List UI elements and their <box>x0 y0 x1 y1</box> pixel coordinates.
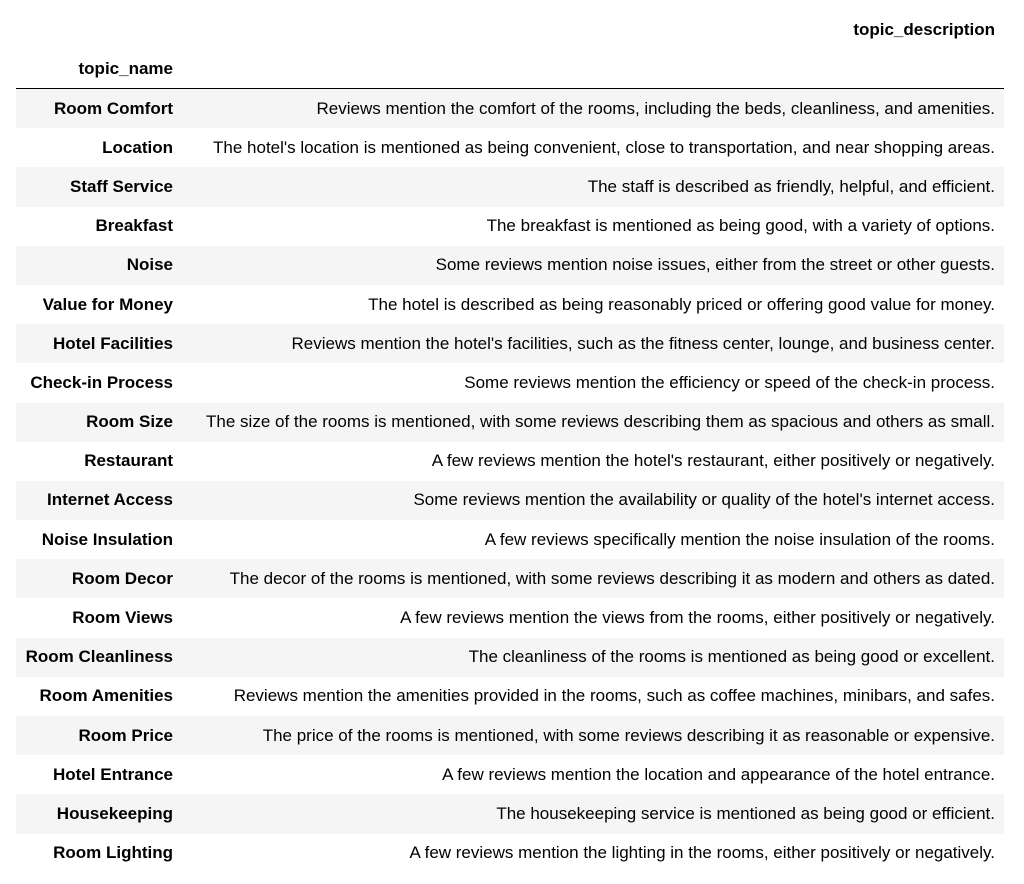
topic-description-cell: The price of the rooms is mentioned, with some reviews describing it as reasonable or expensive. <box>262 725 995 745</box>
table-row <box>16 520 1004 559</box>
topic-name-cell: Hotel Entrance <box>53 764 173 784</box>
topic-description-cell: A few reviews mention the hotel's restaurant, either positively or negatively. <box>431 451 995 471</box>
topic-description-cell: Reviews mention the amenities provided in the rooms, such as coffee machines, minibars, and safes. <box>233 686 995 706</box>
table-row <box>16 559 1004 598</box>
table-row <box>16 677 1004 716</box>
topic-description-cell: The cleanliness of the rooms is mentioned as being good or excellent. <box>468 647 995 667</box>
table-body <box>16 89 1004 873</box>
topic-name-cell: Housekeeping <box>56 803 173 823</box>
table-row <box>16 834 1004 873</box>
table-row <box>16 598 1004 637</box>
topic-name-cell: Room Size <box>86 412 173 432</box>
topic-description-cell: A few reviews mention the location and appearance of the hotel entrance. <box>442 764 995 784</box>
topic-description-cell: Reviews mention the comfort of the rooms, including the beds, cleanliness, and amenities. <box>316 98 995 118</box>
topic-description-cell: Reviews mention the hotel's facilities, such as the fitness center, lounge, and business center. <box>291 333 995 353</box>
table-row <box>16 285 1004 324</box>
topic-name-cell: Location <box>102 137 173 157</box>
dataframe-table <box>16 12 1004 873</box>
table-row <box>16 207 1004 246</box>
table-row <box>16 755 1004 794</box>
index-header-row <box>16 50 1004 89</box>
column-header-topic-description: topic_description <box>853 20 995 39</box>
table-row <box>16 481 1004 520</box>
topic-description-cell: A few reviews mention the views from the rooms, either positively or negatively. <box>400 608 995 628</box>
table-row <box>16 246 1004 285</box>
table-row <box>16 89 1004 128</box>
topic-description-cell: The breakfast is mentioned as being good, with a variety of options. <box>486 216 995 236</box>
topic-name-cell: Value for Money <box>42 294 173 314</box>
topic-description-cell: A few reviews specifically mention the noise insulation of the rooms. <box>484 529 995 549</box>
topic-name-cell: Room Decor <box>71 568 173 588</box>
table-row <box>16 442 1004 481</box>
topic-name-cell: Room Amenities <box>39 686 173 706</box>
topic-name-cell: Room Views <box>72 608 173 628</box>
topic-name-cell: Staff Service <box>70 176 173 196</box>
topic-name-cell: Breakfast <box>95 216 173 236</box>
table-row <box>16 403 1004 442</box>
topic-description-cell: Some reviews mention the availability or quality of the hotel's internet access. <box>413 490 995 510</box>
topic-description-cell: Some reviews mention noise issues, either from the street or other guests. <box>435 255 995 275</box>
table-row <box>16 363 1004 402</box>
topic-name-cell: Room Price <box>78 725 173 745</box>
topic-name-cell: Check-in Process <box>30 372 173 392</box>
table-row <box>16 167 1004 206</box>
table-row <box>16 716 1004 755</box>
topic-name-cell: Noise <box>126 255 173 275</box>
topic-name-cell: Hotel Facilities <box>53 333 173 353</box>
table-row <box>16 324 1004 363</box>
topic-description-cell: The size of the rooms is mentioned, with some reviews describing them as spacious and others as small. <box>206 412 995 432</box>
topic-name-cell: Internet Access <box>47 490 173 510</box>
topic-description-cell: The hotel is described as being reasonably priced or offering good value for money. <box>368 294 995 314</box>
topic-description-cell: Some reviews mention the efficiency or speed of the check-in process. <box>464 372 995 392</box>
table-row <box>16 128 1004 167</box>
topic-description-cell: The housekeeping service is mentioned as being good or efficient. <box>496 803 995 823</box>
topic-description-cell: The decor of the rooms is mentioned, with some reviews describing it as modern and others as dated. <box>229 568 995 588</box>
index-header-topic-name: topic_name <box>78 59 173 78</box>
topic-name-cell: Room Cleanliness <box>25 647 173 667</box>
topic-name-cell: Room Comfort <box>54 98 173 118</box>
topic-name-cell: Restaurant <box>84 451 173 471</box>
column-header-row <box>16 12 1004 50</box>
table-row <box>16 638 1004 677</box>
topic-name-cell: Noise Insulation <box>41 529 173 549</box>
topic-name-cell: Room Lighting <box>53 843 173 863</box>
topic-description-cell: The staff is described as friendly, helpful, and efficient. <box>587 176 995 196</box>
table-row <box>16 794 1004 833</box>
topic-description-cell: The hotel's location is mentioned as being convenient, close to transportation, and near shopping areas. <box>213 137 995 157</box>
topic-description-cell: A few reviews mention the lighting in the rooms, either positively or negatively. <box>409 843 995 863</box>
